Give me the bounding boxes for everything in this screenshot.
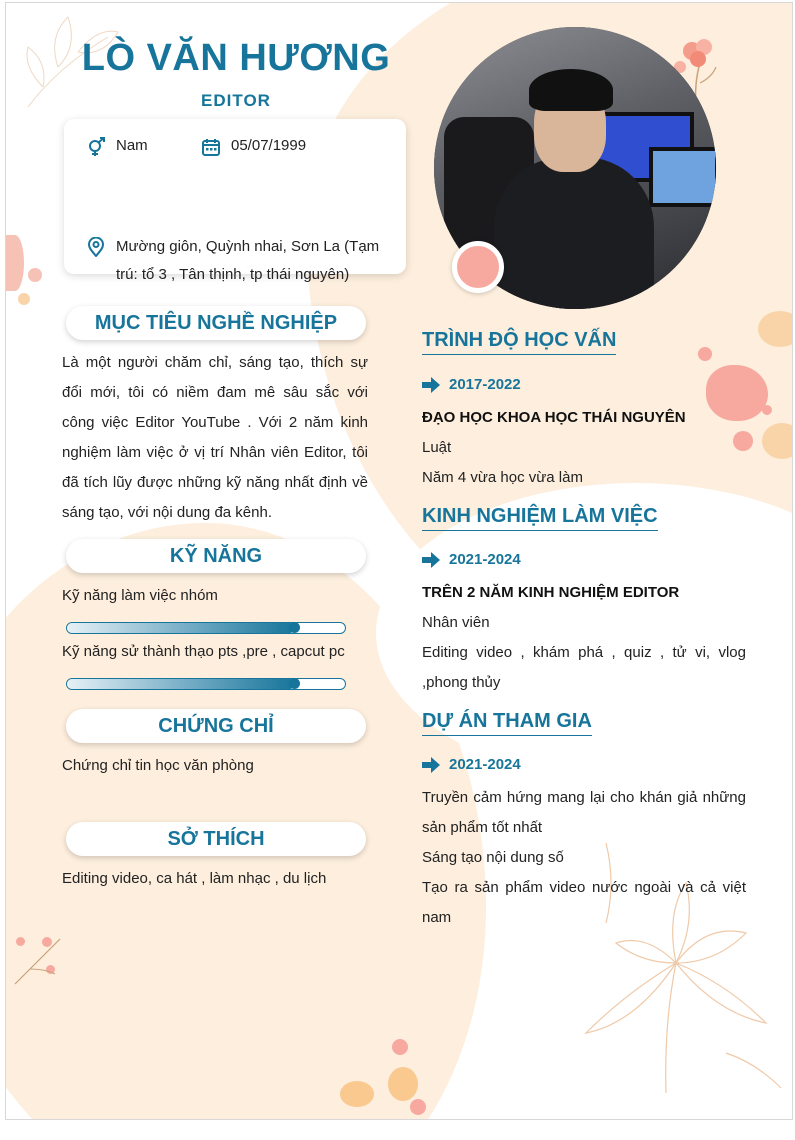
experience-description: Editing video , khám phá , quiz , tử vi, vlog ,phong thủy bbox=[422, 644, 746, 691]
decor-dot bbox=[388, 1067, 418, 1101]
birthday-value: 05/07/1999 bbox=[231, 137, 307, 154]
decor-dot bbox=[6, 235, 24, 291]
decor-dot bbox=[340, 1081, 374, 1107]
gender-row bbox=[86, 137, 148, 157]
job-title: EDITOR bbox=[201, 91, 271, 110]
decor-dot bbox=[392, 1039, 408, 1055]
experience-date: 2021-2024 bbox=[449, 551, 521, 568]
project-line: Tạo ra sản phẩm video nước ngoài và cả việt nam bbox=[422, 879, 746, 926]
decor-dot bbox=[28, 268, 42, 282]
cv-page bbox=[5, 2, 793, 1120]
skills-heading: KỸ NĂNG bbox=[66, 539, 366, 573]
education-date: 2017-2022 bbox=[449, 376, 521, 393]
education-school: ĐẠO HỌC KHOA HỌC THÁI NGUYÊN bbox=[422, 409, 686, 426]
skill-progress-knob bbox=[289, 678, 300, 689]
calendar-icon bbox=[201, 137, 221, 157]
hobbies-heading: SỞ THÍCH bbox=[66, 822, 366, 856]
skill-progress-knob bbox=[289, 622, 300, 633]
hobbies-text: Editing video, ca hát , làm nhạc , du lịch bbox=[62, 870, 327, 887]
education-date-row bbox=[422, 376, 521, 393]
personal-info-card bbox=[64, 119, 406, 283]
arrow-right-icon bbox=[422, 757, 440, 773]
education-note: Năm 4 vừa học vừa làm bbox=[422, 469, 583, 486]
projects-date: 2021-2024 bbox=[449, 756, 521, 773]
objective-heading: MỤC TIÊU NGHỀ NGHIỆP bbox=[66, 306, 366, 340]
projects-heading: DỰ ÁN THAM GIA bbox=[422, 710, 592, 736]
decor-dot bbox=[18, 293, 30, 305]
address-value: Mường giôn, Quỳnh nhai, Sơn La (Tạm trú: tổ 3 , Tân thịnh, tp thái nguyên) bbox=[116, 238, 380, 283]
location-pin-icon bbox=[86, 237, 106, 257]
address-row bbox=[86, 233, 404, 289]
objective-text: Là một người chăm chỉ, sáng tạo, thích sự đổi mới, tôi có niềm đam mê sâu sắc với công việc Editor YouTube . Với 2 năm kinh nghiệm làm việc ở vị trí Nhân viên Editor, tôi đã tích lũy được những kỹ năng nhất định về sáng tạo, với nội dung đa kênh. bbox=[62, 354, 368, 521]
decor-dot bbox=[698, 347, 712, 361]
projects-date-row bbox=[422, 756, 521, 773]
education-heading: TRÌNH ĐỘ HỌC VẤN bbox=[422, 329, 616, 355]
project-line: Truyền cảm hứng mang lại cho khán giả những sản phẩm tốt nhất bbox=[422, 789, 746, 836]
skill-label: Kỹ năng làm việc nhóm bbox=[62, 587, 218, 604]
arrow-right-icon bbox=[422, 377, 440, 393]
decor-dot bbox=[410, 1099, 426, 1115]
gender-value: Nam bbox=[116, 137, 148, 154]
project-line: Sáng tạo nội dung số bbox=[422, 849, 564, 866]
photo-decor-circle bbox=[452, 241, 504, 293]
skill-label: Kỹ năng sử thành thạo pts ,pre , capcut pc bbox=[62, 643, 345, 660]
experience-date-row bbox=[422, 551, 521, 568]
birthday-row bbox=[201, 137, 306, 157]
experience-position: Nhân viên bbox=[422, 614, 490, 631]
candidate-name: LÒ VĂN HƯƠNG bbox=[81, 37, 391, 79]
skill-progress-bar bbox=[66, 622, 346, 634]
gender-icon bbox=[86, 137, 106, 157]
skill-progress-fill bbox=[67, 623, 295, 633]
decor-dot bbox=[762, 405, 772, 415]
arrow-right-icon bbox=[422, 552, 440, 568]
berry-branch-icon bbox=[10, 929, 70, 989]
certificates-heading: CHỨNG CHỈ bbox=[66, 709, 366, 743]
skill-progress-bar bbox=[66, 678, 346, 690]
experience-heading: KINH NGHIỆM LÀM VIỆC bbox=[422, 505, 658, 531]
experience-heading-text: TRÊN 2 NĂM KINH NGHIỆM EDITOR bbox=[422, 584, 680, 601]
skill-progress-fill bbox=[67, 679, 295, 689]
education-major: Luật bbox=[422, 439, 452, 456]
certificate-item: Chứng chỉ tin học văn phòng bbox=[62, 757, 254, 774]
